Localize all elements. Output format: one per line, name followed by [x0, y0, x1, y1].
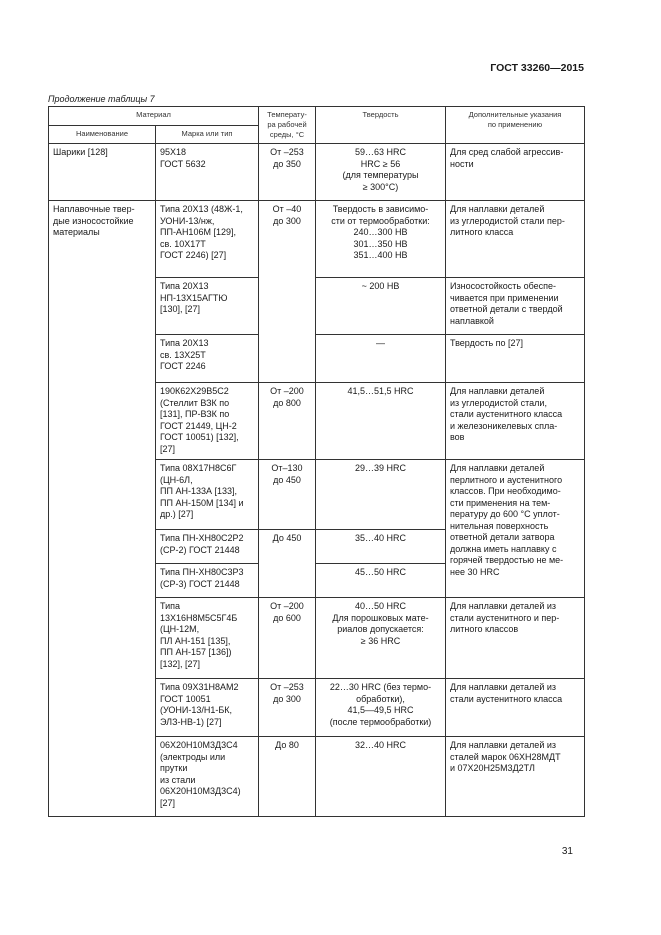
cell-name: Шарики [128]: [49, 144, 156, 201]
cell-notes: Для сред слабой агрессив- ности: [446, 144, 585, 201]
header-name: Наименование: [49, 125, 156, 144]
cell-grade: Типа 20Х13 НП-13Х15АГТЮ [130], [27]: [156, 278, 259, 335]
cell-temp: От–130 до 450: [259, 460, 316, 530]
cell-temp: До 450: [259, 530, 316, 598]
cell-grade: 190К62Х29В5С2 (Стеллит ВЗК по [131], ПР-ВЗК по ГОСТ 21449, ЦН-2 ГОСТ 10051) [132], [27]: [156, 383, 259, 460]
cell-notes: Для наплавки деталей из стали аустенитного класса: [446, 679, 585, 737]
cell-hardness: Твердость в зависимо- сти от термообработки: 240…300 HB 301…350 HB 351…400 HB: [316, 201, 446, 278]
cell-grade: Типа 20Х13 (48Ж-1, УОНИ-13/нж, ПП-АН106М [129], св. 10Х17Т ГОСТ 2246) [27]: [156, 201, 259, 278]
cell-grade: Типа 09Х31Н8АМ2 ГОСТ 10051 (УОНИ-13/Н1-БК, ЭЛЗ-НВ-1) [27]: [156, 679, 259, 737]
header-temperature: Температу- ра рабочей среды, °С: [259, 107, 316, 144]
materials-table: [48, 106, 585, 817]
cell-hardness: 22…30 HRC (без термо- обработки), 41,5—49,5 HRC (после термообработки): [316, 679, 446, 737]
cell-grade: Типа 13Х16Н8М5С5Г4Б (ЦН-12М, ПЛ АН-151 [135], ПП АН-157 [136]) [132], [27]: [156, 598, 259, 679]
cell-grade: 06Х20Н10М3Д3С4 (электроды или прутки из стали 06Х20Н10М3Д3С4) [27]: [156, 737, 259, 817]
cell-temp: До 80: [259, 737, 316, 817]
cell-grade: Типа ПН-ХН80С3Р3 (СР-3) ГОСТ 21448: [156, 564, 259, 598]
cell-temp: От –40 до 300: [259, 201, 316, 383]
header-hardness: Твердость: [316, 107, 446, 144]
cell-hardness: 41,5…51,5 HRC: [316, 383, 446, 460]
header-row: [49, 107, 585, 126]
cell-notes: Для наплавки деталей перлитного и аустенитного классов. При необходимо- сти применения на тем- пературу до 600 °С уплот- нительная поверхность ответной детали затвора должна иметь наплавку с горячей твердостью не ме- нее 30 HRC: [446, 460, 585, 598]
header-grade: Марка или тип: [156, 125, 259, 144]
table-row: [49, 144, 585, 201]
cell-notes: Для наплавки деталей из углеродистой стали, стали аустенитного класса и железоникелевых спла- вов: [446, 383, 585, 460]
cell-hardness: —: [316, 335, 446, 383]
cell-notes: Износостойкость обеспе- чивается при применении ответной детали с твердой наплавкой: [446, 278, 585, 335]
cell-temp: От –200 до 600: [259, 598, 316, 679]
cell-temp: От –253 до 300: [259, 679, 316, 737]
cell-grade: Типа 08Х17Н8С6Г (ЦН-6Л, ПП АН-133А [133], ПП АН-150М [134] и др.) [27]: [156, 460, 259, 530]
cell-hardness: 59…63 HRC HRC ≥ 56 (для температуры ≥ 300°С): [316, 144, 446, 201]
cell-temp: От –200 до 800: [259, 383, 316, 460]
cell-grade: Типа ПН-ХН80С2Р2 (СР-2) ГОСТ 21448: [156, 530, 259, 564]
table-continuation-caption: Продолжение таблицы 7: [48, 94, 155, 104]
cell-notes: Для наплавки деталей из углеродистой стали пер- литного класса: [446, 201, 585, 278]
cell-hardness: ~ 200 НВ: [316, 278, 446, 335]
cell-hardness: 45…50 HRC: [316, 564, 446, 598]
cell-hardness: 40…50 HRC Для порошковых мате- риалов допускается: ≥ 36 HRC: [316, 598, 446, 679]
table-row: [49, 201, 585, 278]
cell-notes: Для наплавки деталей из стали аустенитного и пер- литного классов: [446, 598, 585, 679]
header-notes: Дополнительные указания по применению: [446, 107, 585, 144]
standard-designation: ГОСТ 33260—2015: [490, 62, 584, 74]
cell-grade: 95Х18 ГОСТ 5632: [156, 144, 259, 201]
cell-hardness: 35…40 HRC: [316, 530, 446, 564]
cell-temp: От –253 до 350: [259, 144, 316, 201]
cell-name: Наплавочные твер- дые износостойкие материалы: [49, 201, 156, 817]
cell-hardness: 32…40 HRC: [316, 737, 446, 817]
cell-notes: Твердость по [27]: [446, 335, 585, 383]
cell-grade: Типа 20Х13 св. 13Х25Т ГОСТ 2246: [156, 335, 259, 383]
cell-hardness: 29…39 HRC: [316, 460, 446, 530]
page-number: 31: [561, 846, 573, 857]
cell-notes: Для наплавки деталей из сталей марок 06ХН28МДТ и 07Х20Н25М3Д2ТЛ: [446, 737, 585, 817]
header-material: Материал: [49, 107, 259, 126]
